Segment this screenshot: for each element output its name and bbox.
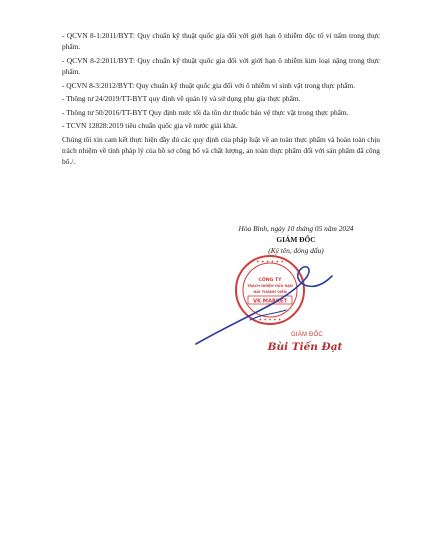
svg-text:CÔNG TY: CÔNG TY <box>258 278 282 283</box>
regulation-item: - TCVN 12828:2019 tiêu chuẩn quốc gia về nước giải khát. <box>62 121 238 131</box>
date-line: Hòa Bình, ngày 10 tháng 05 năm 2024 <box>238 224 354 233</box>
commitment-paragraph: Chúng tôi xin cam kết thực hiện đầy đủ các quy định của pháp luật về an toàn thực phẩm và hoàn toàn chịu trách nhiệm về tính pháp lý của hồ sơ công bố và chất lượng, an toàn thực phẩm đối với sản phẩm đã công bố./. <box>62 134 380 167</box>
svg-text:✦ ✦ ✦ ✦ ✦ ✦: ✦ ✦ ✦ ✦ ✦ ✦ <box>256 259 284 264</box>
svg-text:HAI THÀNH VIÊN: HAI THÀNH VIÊN <box>253 290 287 294</box>
regulation-item: - QCVN 8-2:2011/BYT: Quy chuẩn kỹ thuật quốc gia đối với giới hạn ô nhiễm kim loại nặng trong thực phẩm. <box>62 55 380 76</box>
regulation-item: - QCVN 8-3:2012/BYT: Quy chuẩn kỹ thuật quốc gia đối với ô nhiễm vi sinh vật trong thực phẩm. <box>62 80 356 90</box>
signer-name: Bùi Tiến Đạt <box>267 341 343 353</box>
svg-text:✦ ✦ ✦ ✦ ✦: ✦ ✦ ✦ ✦ ✦ <box>258 317 282 322</box>
regulation-item: - QCVN 8-1:2011/BYT: Quy chuẩn kỹ thuật quốc gia đối với giới hạn ô nhiễm độc tố vi nấm trong thực phẩm. <box>62 31 380 52</box>
svg-text:TRÁCH NHIỆM HỮU HẠN: TRÁCH NHIỆM HỮU HẠN <box>247 284 293 288</box>
signer-role: GIÁM ĐỐC <box>276 235 316 244</box>
document-body <box>62 30 380 170</box>
signature-block <box>196 223 396 256</box>
regulation-item: - Thông tư 24/2019/TT-BYT quy định về quản lý và sử dụng phụ gia thực phẩm. <box>62 94 301 104</box>
sign-hint: (Ký tên, đóng dấu) <box>268 246 324 255</box>
stamp-role: GIÁM ĐỐC <box>291 332 323 338</box>
svg-text:VK MARKET: VK MARKET <box>252 298 288 305</box>
regulation-item: - Thông tư 50/2016/TT-BYT Quy định mức tối đa tồn dư thuốc bảo vệ thực vật trong thực phẩm. <box>62 107 349 117</box>
